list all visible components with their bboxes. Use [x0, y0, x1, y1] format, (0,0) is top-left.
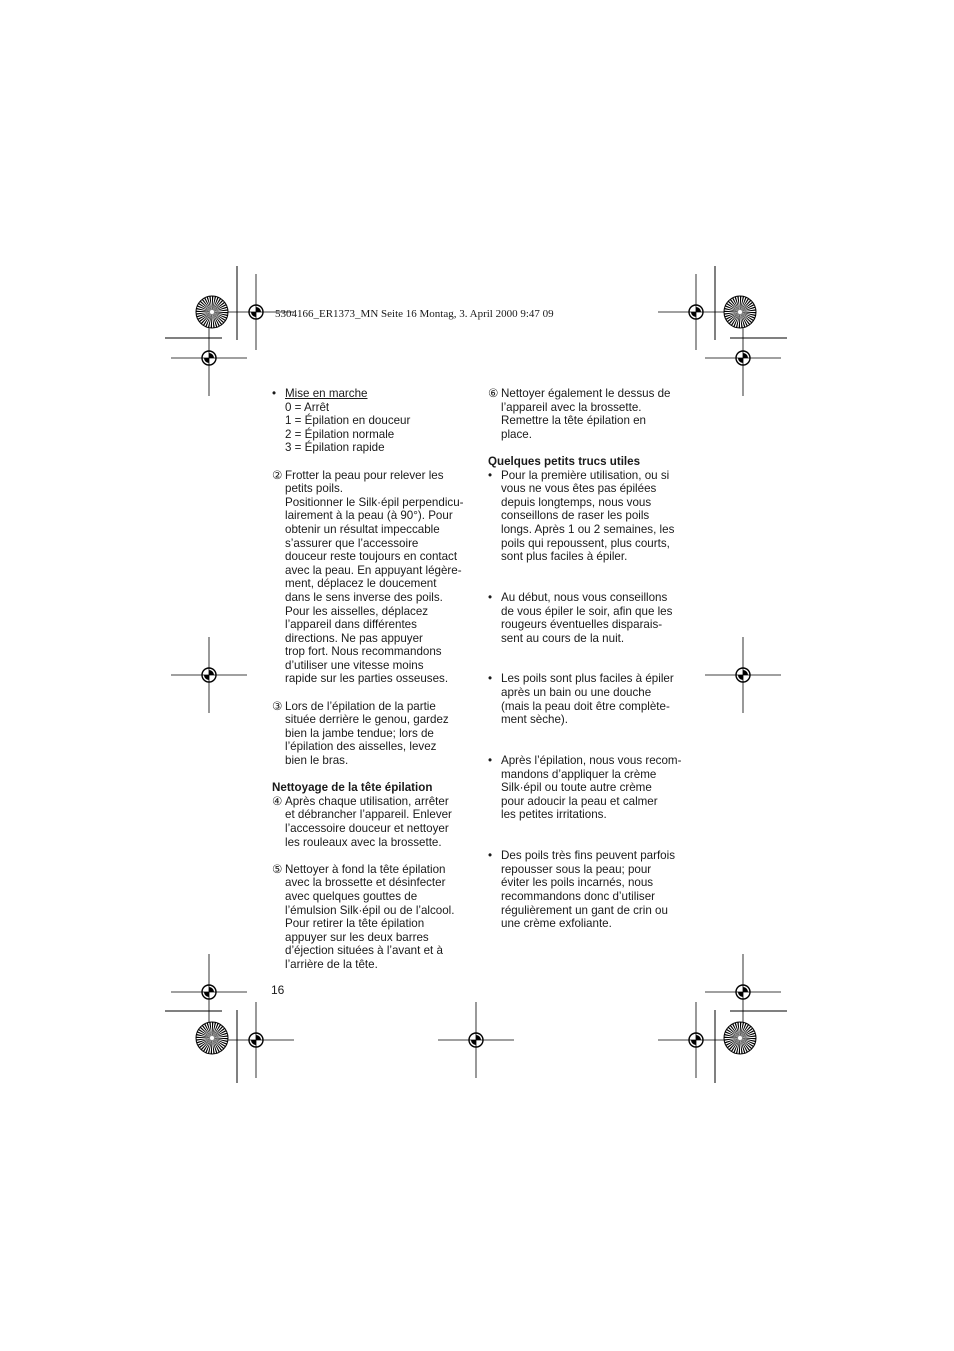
text-line: éviter les poils incarnés, nous — [501, 876, 654, 890]
text-line: l’arrière de la tête. — [285, 957, 378, 971]
text-line: place. — [501, 427, 532, 441]
star-target-icon — [196, 296, 228, 328]
registration-crosshair-icon — [705, 637, 781, 713]
text-line: trop fort. Nous recommandons — [285, 645, 442, 659]
text-line: après un bain ou une douche — [501, 686, 652, 700]
registration-crosshair-icon — [438, 1002, 514, 1078]
text-line: lairement à la peau (à 90°). Pour — [285, 509, 453, 523]
text-line: Après l’épilation, nous vous recom- — [501, 754, 682, 768]
text-line: bien la jambe tendue; lors de — [285, 726, 434, 740]
text-line: pour adoucir la peau et calmer — [501, 794, 658, 808]
text-line: obtenir un résultat impeccable — [285, 522, 440, 536]
text-line: l’appareil dans différentes — [285, 618, 417, 632]
text-line: rougeurs éventuelles disparais- — [501, 618, 663, 632]
text-line: bien le bras. — [285, 754, 349, 768]
bullet-icon: • — [488, 672, 493, 686]
text-line: Nettoyer à fond la tête épilation — [285, 862, 446, 876]
text-line: d’éjection situées à l’avant et à — [285, 944, 443, 958]
text-line: longs. Après 1 ou 2 semaines, les — [501, 522, 675, 536]
text-line: depuis longtemps, nous vous — [501, 495, 652, 509]
tip-5 — [488, 849, 688, 931]
text-line: Pour retirer la tête épilation — [285, 917, 425, 931]
registration-crosshair-icon — [171, 954, 247, 1030]
text-line: repousser sous la peau; pour — [501, 862, 652, 876]
text-line: Silk·épil ou toute autre crème — [501, 781, 652, 795]
text-line: Des poils très fins peuvent parfois — [501, 849, 675, 863]
text-line: sent au cours de la nuit. — [501, 631, 625, 645]
text-line: petits poils. — [285, 482, 343, 496]
bullet-icon: • — [488, 590, 493, 604]
registration-crosshair-icon — [658, 1002, 734, 1078]
text-line: douceur reste toujours en contact — [285, 550, 458, 564]
step-3-marker: ③ — [272, 699, 283, 713]
text-line: Pour les aisselles, déplacez — [285, 604, 429, 618]
power-title: Mise en marche — [285, 387, 368, 400]
text-line: les rouleaux avec la brossette. — [285, 835, 442, 849]
registration-crosshair-icon — [171, 320, 247, 396]
text-line: Nettoyer également le dessus de — [501, 387, 671, 400]
tips-heading: Quelques petits trucs utiles — [488, 454, 641, 468]
step-5 — [272, 863, 472, 972]
setting-2: 2 = Épilation normale — [285, 427, 395, 441]
page-number: 16 — [271, 983, 285, 997]
tip-2 — [488, 591, 688, 645]
text-line: Les poils sont plus faciles à épiler — [501, 672, 674, 686]
text-line: poils qui repoussent, plus courts, — [501, 536, 670, 550]
text-line: Lors de l’épilation de la partie — [285, 699, 436, 713]
text-line: Positionner le Silk·épil perpendicu- — [285, 495, 464, 509]
text-line: s’assurer que l’accessoire — [285, 536, 419, 550]
text-line: Après chaque utilisation, arrêter — [285, 794, 449, 808]
registration-crosshair-icon — [658, 274, 734, 350]
step-2 — [272, 469, 472, 687]
text-line: (mais la peau doit être complète- — [501, 699, 670, 713]
header-slug: 5304166_ER1373_MN Seite 16 Montag, 3. April 2000 9:47 09 — [275, 308, 554, 320]
bullet-icon: • — [272, 387, 277, 400]
step-6-marker: ⑥ — [488, 387, 499, 400]
text-line: Au début, nous vous conseillons — [501, 590, 668, 604]
text-line: conseillons de raser les poils — [501, 509, 650, 523]
setting-3: 3 = Épilation rapide — [285, 441, 385, 455]
power-settings — [272, 387, 472, 455]
text-line: l’émulsion Silk·épil ou de l’alcool. — [285, 903, 455, 917]
registration-crosshair-icon — [171, 637, 247, 713]
text-line: rapide sur les parties osseuses. — [285, 672, 449, 686]
star-target-icon — [196, 1022, 228, 1054]
text-line: Remettre la tête épilation en — [501, 414, 647, 428]
registration-crosshair-icon — [705, 320, 781, 396]
text-line: de vous épiler le soir, afin que les — [501, 604, 673, 618]
text-line: l’appareil avec la brossette. — [501, 400, 642, 414]
text-line: située derrière le genou, gardez — [285, 713, 449, 727]
left-column — [272, 387, 472, 972]
text-line: avec la brossette et désinfecter — [285, 876, 446, 890]
step-4-marker: ④ — [272, 794, 283, 808]
text-line: et débrancher l’appareil. Enlever — [285, 808, 452, 822]
bullet-icon: • — [488, 754, 493, 768]
bullet-icon: • — [488, 849, 493, 863]
text-line: régulièrement un gant de crin ou — [501, 903, 668, 917]
text-line: avec la peau. En appuyant légère- — [285, 563, 462, 577]
text-line: appuyer sur les deux barres — [285, 930, 429, 944]
tip-3 — [488, 672, 688, 726]
text-line: ment sèche). — [501, 713, 569, 727]
step-3 — [272, 700, 472, 768]
step-4 — [272, 795, 472, 849]
text-line: vous ne vous êtes pas épilées — [501, 482, 657, 496]
text-line: Frotter la peau pour relever les — [285, 468, 444, 482]
star-target-icon — [724, 296, 756, 328]
text-line: l’accessoire douceur et nettoyer — [285, 822, 449, 835]
tip-1 — [488, 469, 688, 564]
text-line: mandons d’appliquer la crème — [501, 767, 657, 781]
star-target-icon — [724, 1022, 756, 1054]
registration-crosshair-icon — [705, 954, 781, 1030]
text-line: directions. Ne pas appuyer — [285, 631, 423, 645]
cleaning-heading: Nettoyage de la tête épilation — [272, 781, 433, 795]
registration-crosshair-icon — [218, 1002, 294, 1078]
step-2-marker: ② — [272, 468, 283, 482]
setting-1: 1 = Épilation en douceur — [285, 414, 411, 428]
text-line: ment, déplacez le doucement — [285, 577, 437, 591]
step-5-marker: ⑤ — [272, 862, 283, 876]
text-line: recommandons donc d’utiliser — [501, 889, 656, 903]
text-line: une crème exfoliante. — [501, 917, 612, 931]
step-6 — [488, 387, 688, 441]
text-line: les petites irritations. — [501, 808, 607, 822]
right-column — [488, 387, 688, 931]
text-line: dans le sens inverse des poils. — [285, 590, 443, 604]
tip-4 — [488, 754, 688, 822]
setting-0: 0 = Arrêt — [285, 400, 330, 414]
text-line: avec quelques gouttes de — [285, 889, 418, 903]
bullet-icon: • — [488, 468, 493, 482]
text-line: sont plus faciles à épiler. — [501, 550, 628, 564]
text-line: Pour la première utilisation, ou si — [501, 468, 670, 482]
text-line: d’utiliser une vitesse moins — [285, 658, 424, 672]
text-line: l’épilation des aisselles, levez — [285, 740, 437, 754]
